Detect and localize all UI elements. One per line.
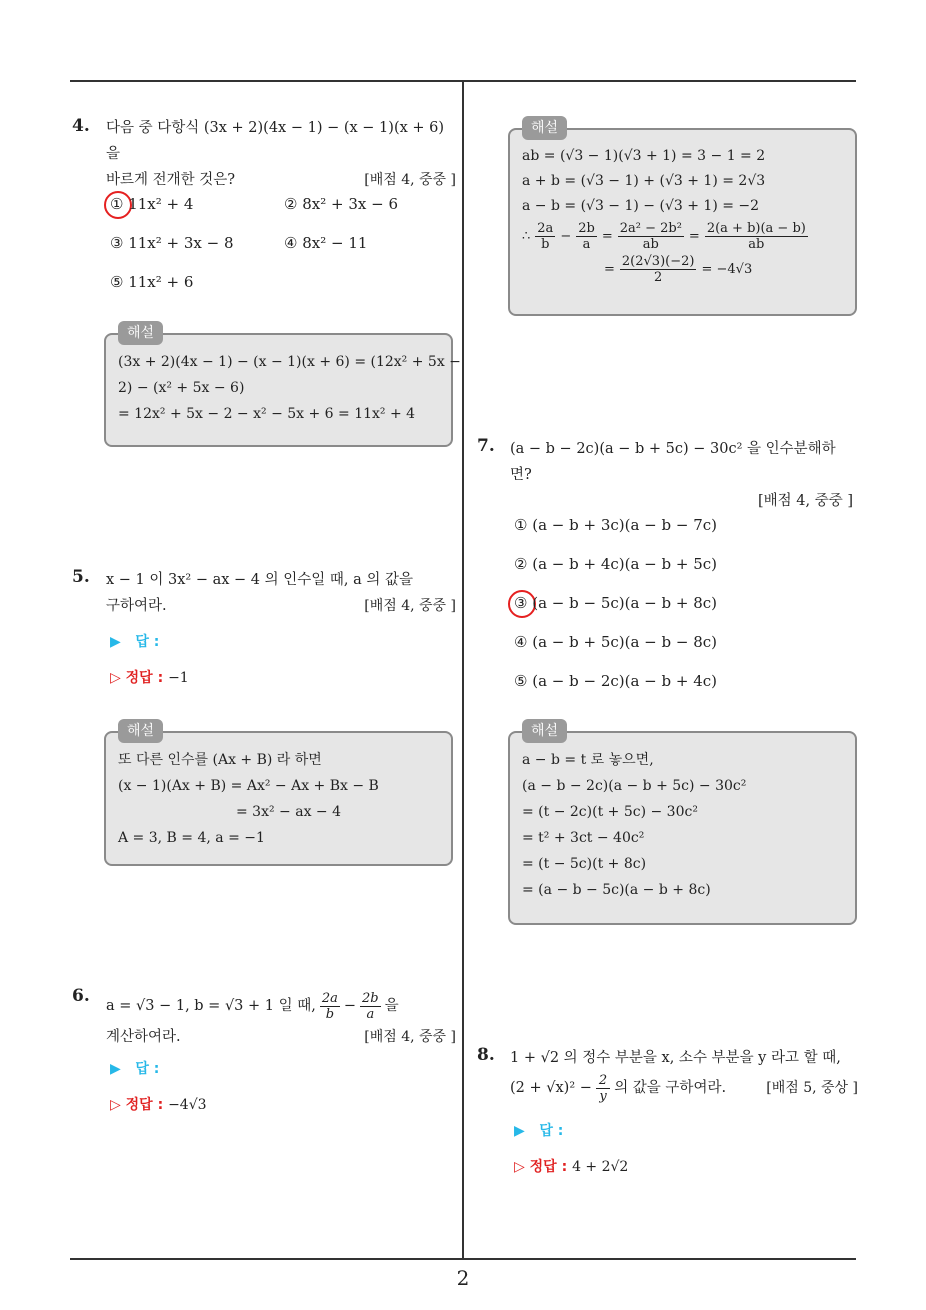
q6-minus: − (343, 998, 357, 1014)
q5-answer-row[interactable] (110, 631, 159, 651)
q6-frac2-den: a (366, 1006, 375, 1022)
q6-solution-box (508, 120, 857, 316)
q7-text (510, 436, 853, 514)
answer-arrow-icon: ▶ (110, 634, 121, 650)
q6-sol-frac-b-num: 2b (578, 221, 595, 236)
q5-sol-line-4: A = 3, B = 4, a = −1 (118, 830, 265, 846)
q7-points: [배점 4, 중중 ] (757, 493, 853, 509)
q8-text (510, 1045, 858, 1105)
q4-sol-line-2: 2) − (x² + 5x − 6) (118, 380, 245, 396)
q6-sol-result: = −4√3 (701, 262, 753, 277)
q6-sol-frac-e-num: 2(2√3)(−2) (621, 254, 695, 269)
q6-frac1-num: 2a (321, 990, 338, 1006)
q4-points: [배점 4, 중중 ] (364, 172, 456, 188)
q6-sol-frac-a-den: b (541, 237, 550, 252)
q6-sol-minus: − (560, 229, 572, 244)
q6-points: [배점 4, 중중 ] (364, 1029, 456, 1045)
q4-choice-1[interactable]: ① 11x² + 4 (110, 195, 194, 213)
q6-sol-line-1: ab = (√3 − 1)(√3 + 1) = 3 − 1 = 2 (522, 148, 766, 164)
q6-sol-frac-d-den: ab (748, 237, 765, 252)
q6-sol-frac-c (618, 221, 684, 252)
q5-correct-row (110, 667, 189, 687)
q5-solution-tag: 해설 (118, 719, 163, 743)
q4-choice-4[interactable]: ④ 8x² − 11 (284, 234, 368, 252)
q5-line2: 구하여라. (106, 598, 167, 614)
q6-sol-frac-e (620, 254, 697, 285)
q8-answer-label: 답 : (539, 1123, 564, 1139)
q7-solution-box (508, 723, 857, 925)
q4-text (106, 115, 456, 193)
q6-sol-frac-a (535, 221, 555, 252)
q5-solution-box (104, 723, 453, 866)
q6-sol-frac-b-den: a (582, 237, 591, 252)
q8-correct-value: 4 + 2√2 (572, 1159, 629, 1175)
q4-number: 4. (72, 116, 90, 136)
q5-points: [배점 4, 중중 ] (364, 598, 456, 614)
q6-line2: 계산하여라. (106, 1029, 181, 1045)
q4-sol-line-1: (3x + 2)(4x − 1) − (x − 1)(x + 6) = (12x² + 5x − (118, 354, 461, 370)
q6-fraction-1 (320, 991, 340, 1022)
q6-sol-line-5 (522, 254, 843, 285)
q6-frac1-den: b (325, 1006, 335, 1022)
q6-sol-eq-2: = (688, 229, 700, 244)
q4-choice-3[interactable]: ③ 11x² + 3x − 8 (110, 234, 234, 252)
q7-choice-4[interactable]: ④ (a − b + 5c)(a − b − 8c) (514, 633, 718, 651)
answer-arrow-icon: ▶ (514, 1123, 525, 1139)
q6-correct-row (110, 1094, 207, 1114)
q7-sol-line-6: = (a − b − 5c)(a − b + 8c) (522, 882, 711, 898)
q6-sol-frac-a-num: 2a (537, 221, 554, 236)
q7-sol-line-5: = (t − 5c)(t + 8c) (522, 856, 647, 872)
q5-sol-line-3: = 3x² − ax − 4 (236, 804, 342, 820)
q6-sol-frac-b (576, 221, 597, 252)
correct-arrow-icon: ▷ (110, 1097, 121, 1113)
q8-frac-den: y (599, 1088, 607, 1104)
q8-frac-num: 2 (596, 1073, 610, 1089)
q7-sol-line-2: (a − b − 2c)(a − b + 5c) − 30c² (522, 778, 747, 794)
correct-arrow-icon: ▷ (110, 670, 121, 686)
q7-number: 7. (477, 436, 495, 456)
q5-sol-line-1: 또 다른 인수를 (Ax + B) 라 하면 (118, 752, 322, 768)
q5-text (106, 567, 456, 619)
q6-sol-eq-3: = (604, 262, 615, 277)
q6-sol-line-2: a + b = (√3 − 1) + (√3 + 1) = 2√3 (522, 173, 766, 189)
q8-correct-row (514, 1156, 628, 1176)
q4-solution-box (104, 325, 461, 447)
q7-choice-5[interactable]: ⑤ (a − b − 2c)(a − b + 4c) (514, 672, 718, 690)
q4-line1: 다음 중 다항식 (3x + 2)(4x − 1) − (x − 1)(x + 6) 을 (106, 120, 445, 162)
q7-choice-1[interactable]: ① (a − b + 3c)(a − b − 7c) (514, 516, 718, 534)
q6-answer-row[interactable] (110, 1058, 159, 1078)
q8-line2b: 의 값을 구하여라. (614, 1080, 727, 1096)
q7-solution-tag: 해설 (522, 719, 567, 743)
q8-correct-label: 정답 : (529, 1159, 568, 1175)
q6-fraction-2 (360, 991, 381, 1022)
bottom-rule (70, 1258, 856, 1260)
q6-sol-frac-c-den: ab (642, 237, 659, 252)
answer-arrow-icon: ▶ (110, 1061, 121, 1077)
column-divider (462, 82, 464, 1258)
q7-sol-line-3: = (t − 2c)(t + 5c) − 30c² (522, 804, 698, 820)
q6-sol-frac-d-num: 2(a + b)(a − b) (706, 221, 806, 236)
q5-line1: x − 1 이 3x² − ax − 4 의 인수일 때, a 의 값을 (106, 572, 413, 588)
q7-choice-2[interactable]: ② (a − b + 4c)(a − b + 5c) (514, 555, 718, 573)
q5-answer-label: 답 : (135, 634, 160, 650)
q6-sol-line-4 (522, 221, 843, 252)
q7-line1: (a − b − 2c)(a − b + 5c) − 30c² 을 인수분해하면? (510, 441, 836, 483)
therefore-symbol: ∴ (522, 229, 531, 244)
q6-sol-frac-d (705, 221, 808, 252)
q6-sol-eq-1: = (601, 229, 613, 244)
q8-number: 8. (477, 1045, 495, 1065)
q5-sol-line-2: (x − 1)(Ax + B) = Ax² − Ax + Bx − B (118, 778, 379, 794)
q6-solution-tag: 해설 (522, 116, 567, 140)
q5-correct-label: 정답 : (125, 670, 164, 686)
q7-sol-line-1: a − b = t 로 놓으면, (522, 752, 654, 768)
q7-sol-line-4: = t² + 3ct − 40c² (522, 830, 645, 846)
q5-number: 5. (72, 567, 90, 587)
q6-frac2-num: 2b (362, 990, 379, 1006)
q7-choice-3[interactable]: ③ (a − b − 5c)(a − b + 8c) (514, 594, 718, 612)
q6-number: 6. (72, 986, 90, 1006)
q4-choice-5[interactable]: ⑤ 11x² + 6 (110, 273, 194, 291)
q8-points: [배점 5, 중상 ] (766, 1080, 858, 1096)
q5-correct-value: −1 (168, 670, 189, 686)
q6-sol-line-3: a − b = (√3 − 1) − (√3 + 1) = −2 (522, 198, 760, 214)
q8-line1: 1 + √2 의 정수 부분을 x, 소수 부분을 y 라고 할 때, (510, 1050, 841, 1066)
q8-answer-row[interactable] (514, 1120, 563, 1140)
q6-sol-frac-c-num: 2a² − 2b² (619, 221, 682, 236)
q8-line2a: (2 + √x)² − (510, 1080, 592, 1096)
q6-correct-value: −4√3 (168, 1097, 207, 1113)
q6-text (106, 988, 456, 1050)
q6-answer-label: 답 : (135, 1061, 160, 1077)
q6-line1b: 을 (384, 998, 399, 1014)
q6-sol-frac-e-den: 2 (654, 270, 663, 285)
page-number: 2 (456, 1266, 470, 1290)
correct-arrow-icon: ▷ (514, 1159, 525, 1175)
q6-correct-label: 정답 : (125, 1097, 164, 1113)
q4-solution-tag: 해설 (118, 321, 163, 345)
q4-sol-line-3: = 12x² + 5x − 2 − x² − 5x + 6 = 11x² + 4 (118, 406, 416, 422)
q4-choice-2[interactable]: ② 8x² + 3x − 6 (284, 195, 398, 213)
q6-line1a: a = √3 − 1, b = √3 + 1 일 때, (106, 998, 316, 1014)
q4-line2: 바르게 전개한 것은? (106, 172, 236, 188)
q8-fraction (596, 1073, 610, 1104)
